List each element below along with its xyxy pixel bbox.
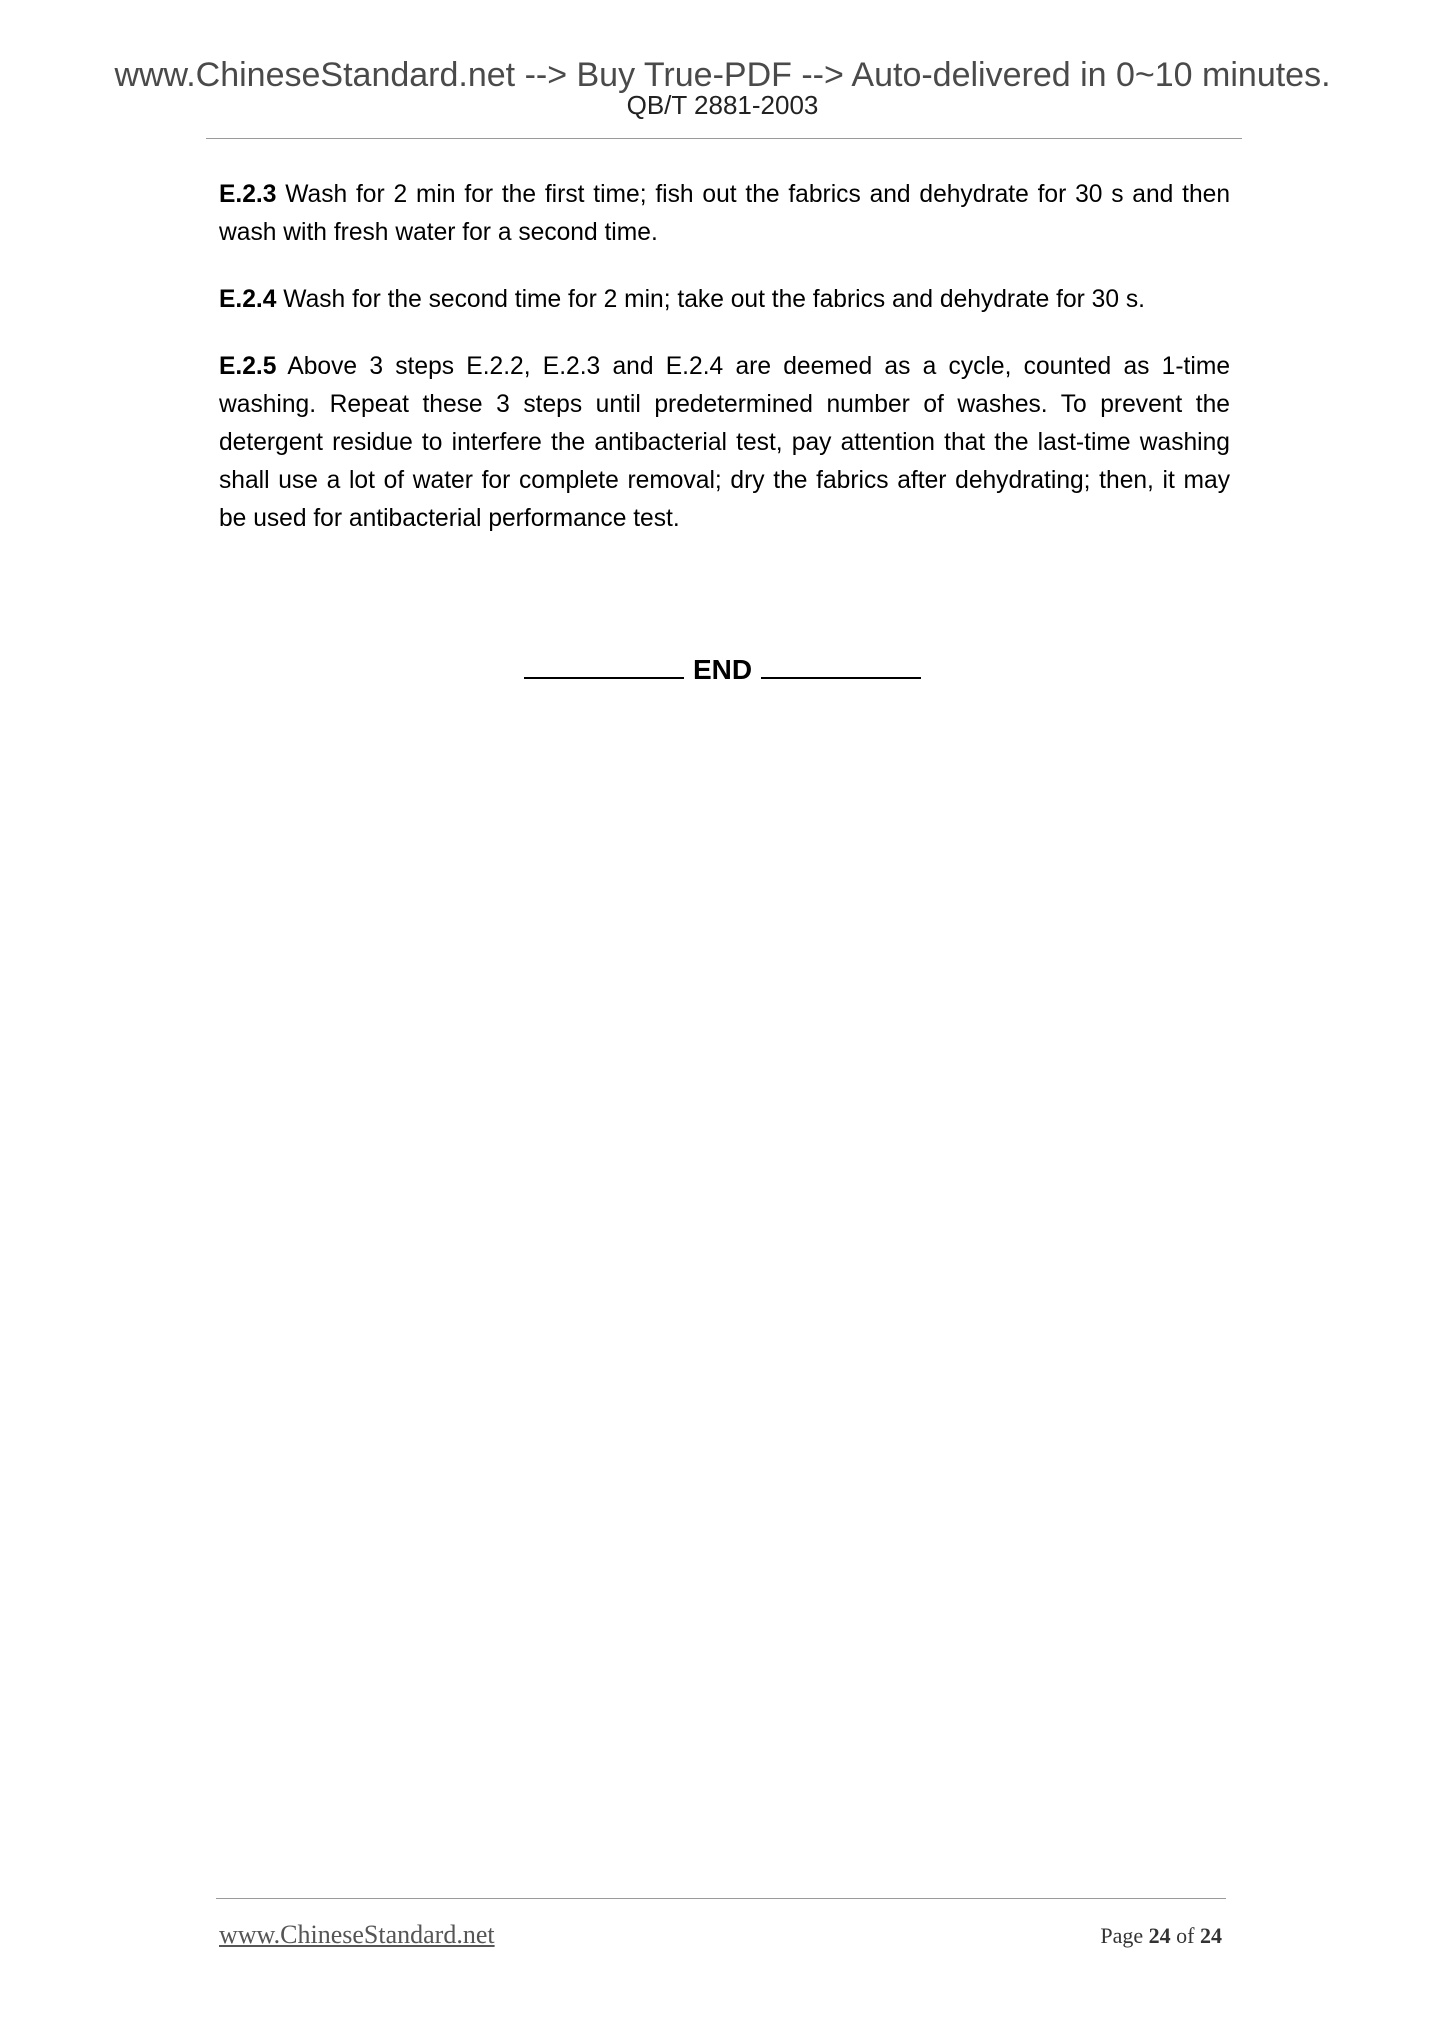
- clause-text: Above 3 steps E.2.2, E.2.3 and E.2.4 are deemed as a cycle, counted as 1-time washing. Repeat these 3 steps until predetermined number of washes. To prevent the detergent residue to interfere the antibacterial test, pay attention that the last-time washing shall use a lot of water for complete removal; dry the fabrics after dehydrating; then, it may be used for antibacterial performance test.: [219, 353, 1230, 532]
- clause-e-2-5: [219, 348, 1230, 538]
- site-banner: www.ChineseStandard.net --> Buy True-PDF --> Auto-delivered in 0~10 minutes.: [114, 56, 1331, 94]
- end-right-rule: [761, 653, 921, 679]
- clause-number: E.2.3: [219, 181, 277, 208]
- clause-text: Wash for the second time for 2 min; take out the fabrics and dehydrate for 30 s.: [283, 286, 1145, 313]
- page-total: 24: [1200, 1923, 1222, 1948]
- clause-text: Wash for 2 min for the first time; fish out the fabrics and dehydrate for 30 s and then wash with fresh water for a second time.: [219, 181, 1230, 246]
- footer-site-link[interactable]: www.ChineseStandard.net: [219, 1920, 495, 1949]
- footer-divider: [216, 1898, 1226, 1899]
- page-prefix: Page: [1100, 1923, 1144, 1948]
- clause-e-2-4: [219, 281, 1230, 319]
- standard-code: QB/T 2881-2003: [626, 90, 819, 120]
- clause-number: E.2.5: [219, 353, 277, 380]
- clause-number: E.2.4: [219, 286, 277, 313]
- page-number: [1100, 1922, 1222, 1950]
- end-marker: [0, 652, 1445, 688]
- clause-e-2-3: [219, 176, 1230, 252]
- end-left-rule: [524, 653, 684, 679]
- end-label: END: [692, 654, 753, 685]
- header-divider: [206, 138, 1242, 139]
- document-body: [219, 176, 1230, 567]
- page-of: of: [1176, 1923, 1195, 1948]
- page-current: 24: [1148, 1923, 1171, 1948]
